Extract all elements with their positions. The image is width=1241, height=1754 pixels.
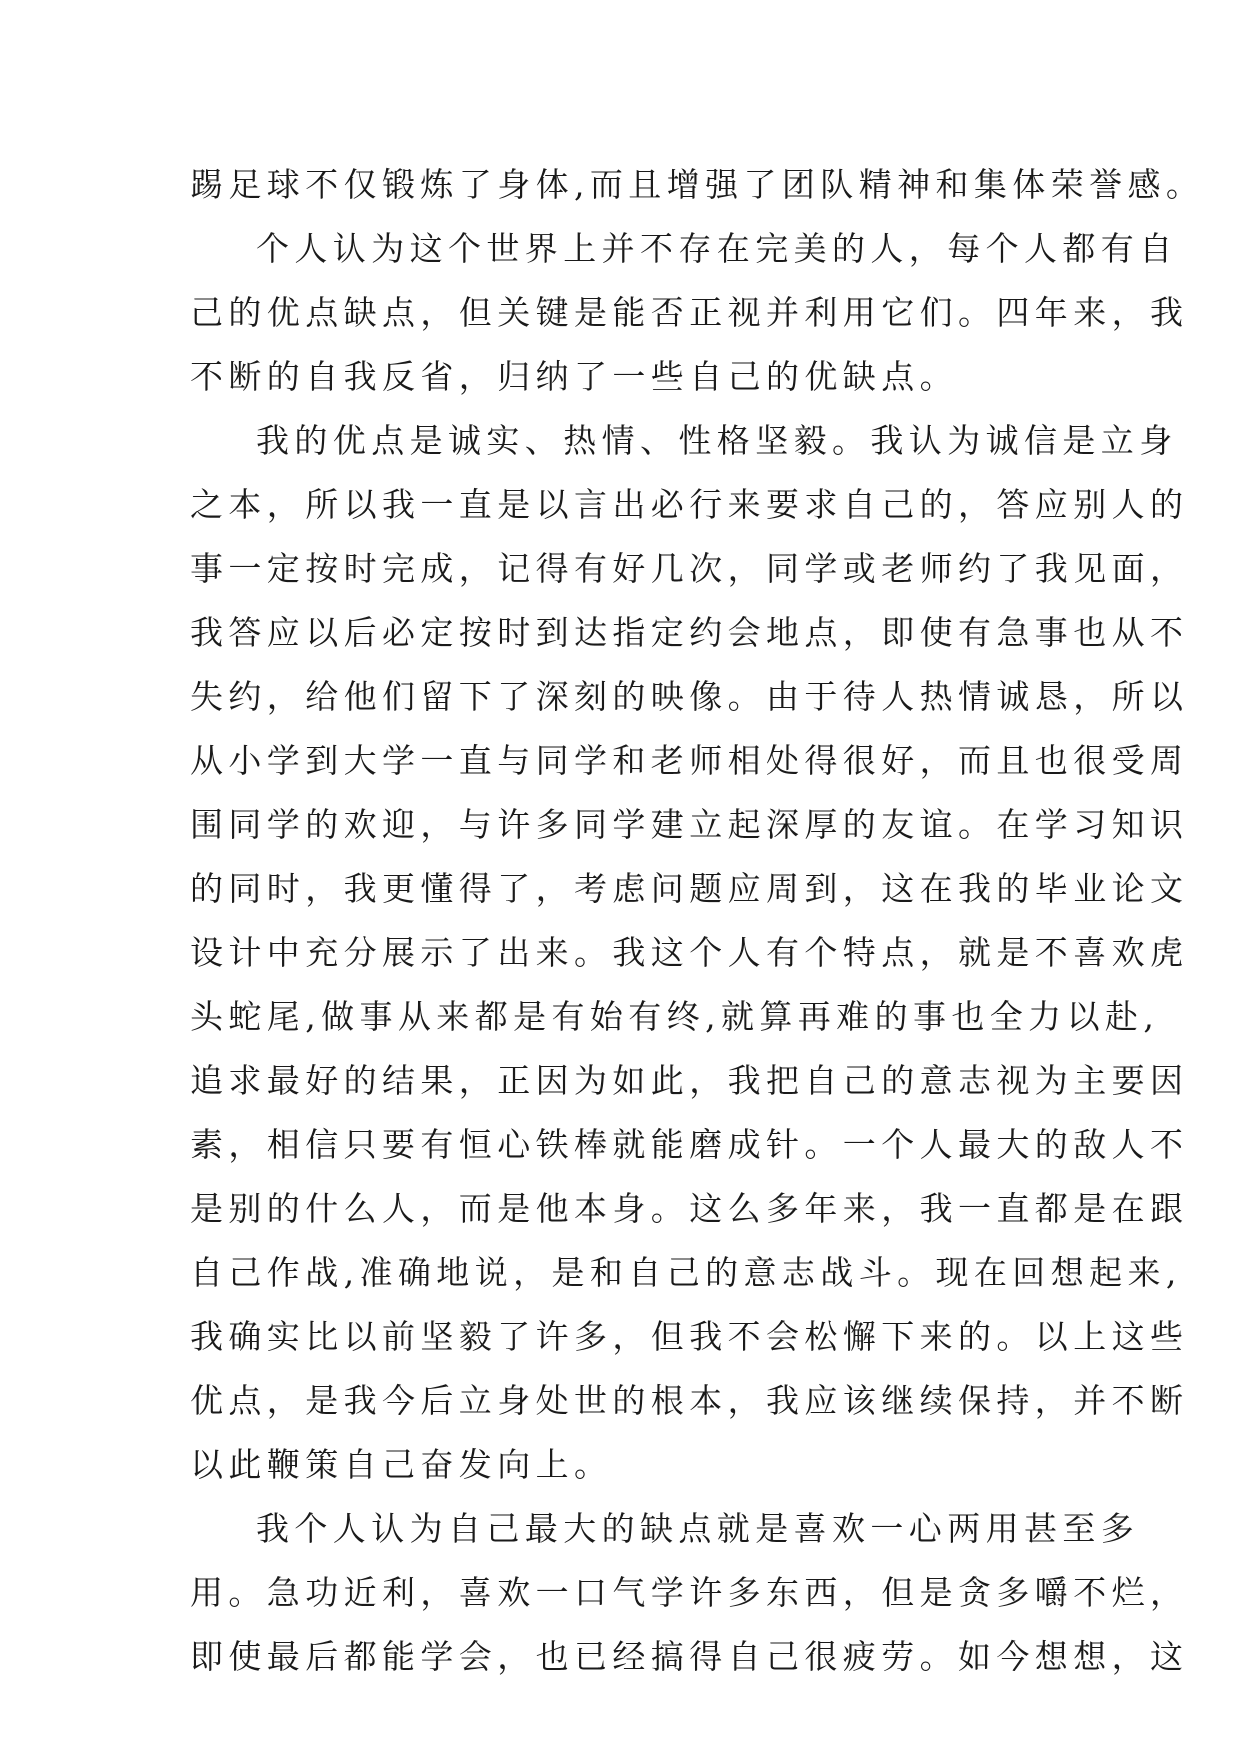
text-line: 的同时，我更懂得了，考虑问题应周到，这在我的毕业论文 xyxy=(190,869,1189,908)
text-line: 追求最好的结果，正因为如此，我把自己的意志视为主要因 xyxy=(190,1061,1189,1100)
text-line: 是别的什么人，而是他本身。这么多年来，我一直都是在跟 xyxy=(190,1189,1189,1228)
text-line: 从小学到大学一直与同学和老师相处得很好，而且也很受周 xyxy=(190,741,1189,780)
text-line: 我确实比以前坚毅了许多，但我不会松懈下来的。以上这些 xyxy=(190,1317,1189,1356)
paragraph-first-line: 个人认为这个世界上并不存在完美的人，每个人都有自 xyxy=(256,229,1178,268)
text-line: 优点，是我今后立身处世的根本，我应该继续保持，并不断 xyxy=(190,1381,1189,1420)
text-line: 我答应以后必定按时到达指定约会地点，即使有急事也从不 xyxy=(190,613,1189,652)
text-line: 以此鞭策自己奋发向上。 xyxy=(190,1445,613,1484)
text-line: 即使最后都能学会，也已经搞得自己很疲劳。如今想想，这 xyxy=(190,1637,1189,1676)
text-line: 事一定按时完成，记得有好几次，同学或老师约了我见面， xyxy=(190,549,1189,588)
text-line: 己的优点缺点，但关键是能否正视并利用它们。四年来，我 xyxy=(190,293,1189,332)
text-line: 失约，给他们留下了深刻的映像。由于待人热情诚恳，所以 xyxy=(190,677,1189,716)
text-line: 不断的自我反省，归纳了一些自己的优缺点。 xyxy=(190,357,958,396)
paragraph-first-line: 我的优点是诚实、热情、性格坚毅。我认为诚信是立身 xyxy=(256,421,1178,460)
text-line: 踢足球不仅锻炼了身体,而且增强了团队精神和集体荣誉感。 xyxy=(190,165,1205,204)
paragraph-first-line: 我个人认为自己最大的缺点就是喜欢一心两用甚至多 xyxy=(256,1509,1140,1548)
text-line: 自己作战,准确地说，是和自己的意志战斗。现在回想起来, xyxy=(190,1253,1182,1292)
text-line: 设计中充分展示了出来。我这个人有个特点，就是不喜欢虎 xyxy=(190,933,1189,972)
text-line: 用。急功近利，喜欢一口气学许多东西，但是贪多嚼不烂， xyxy=(190,1573,1189,1612)
text-line: 之本，所以我一直是以言出必行来要求自己的，答应别人的 xyxy=(190,485,1189,524)
document-body xyxy=(190,153,1205,1689)
text-line: 围同学的欢迎，与许多同学建立起深厚的友谊。在学习知识 xyxy=(190,805,1189,844)
text-line: 素，相信只要有恒心铁棒就能磨成针。一个人最大的敌人不 xyxy=(190,1125,1189,1164)
text-line: 头蛇尾,做事从来都是有始有终,就算再难的事也全力以赴, xyxy=(190,997,1160,1036)
